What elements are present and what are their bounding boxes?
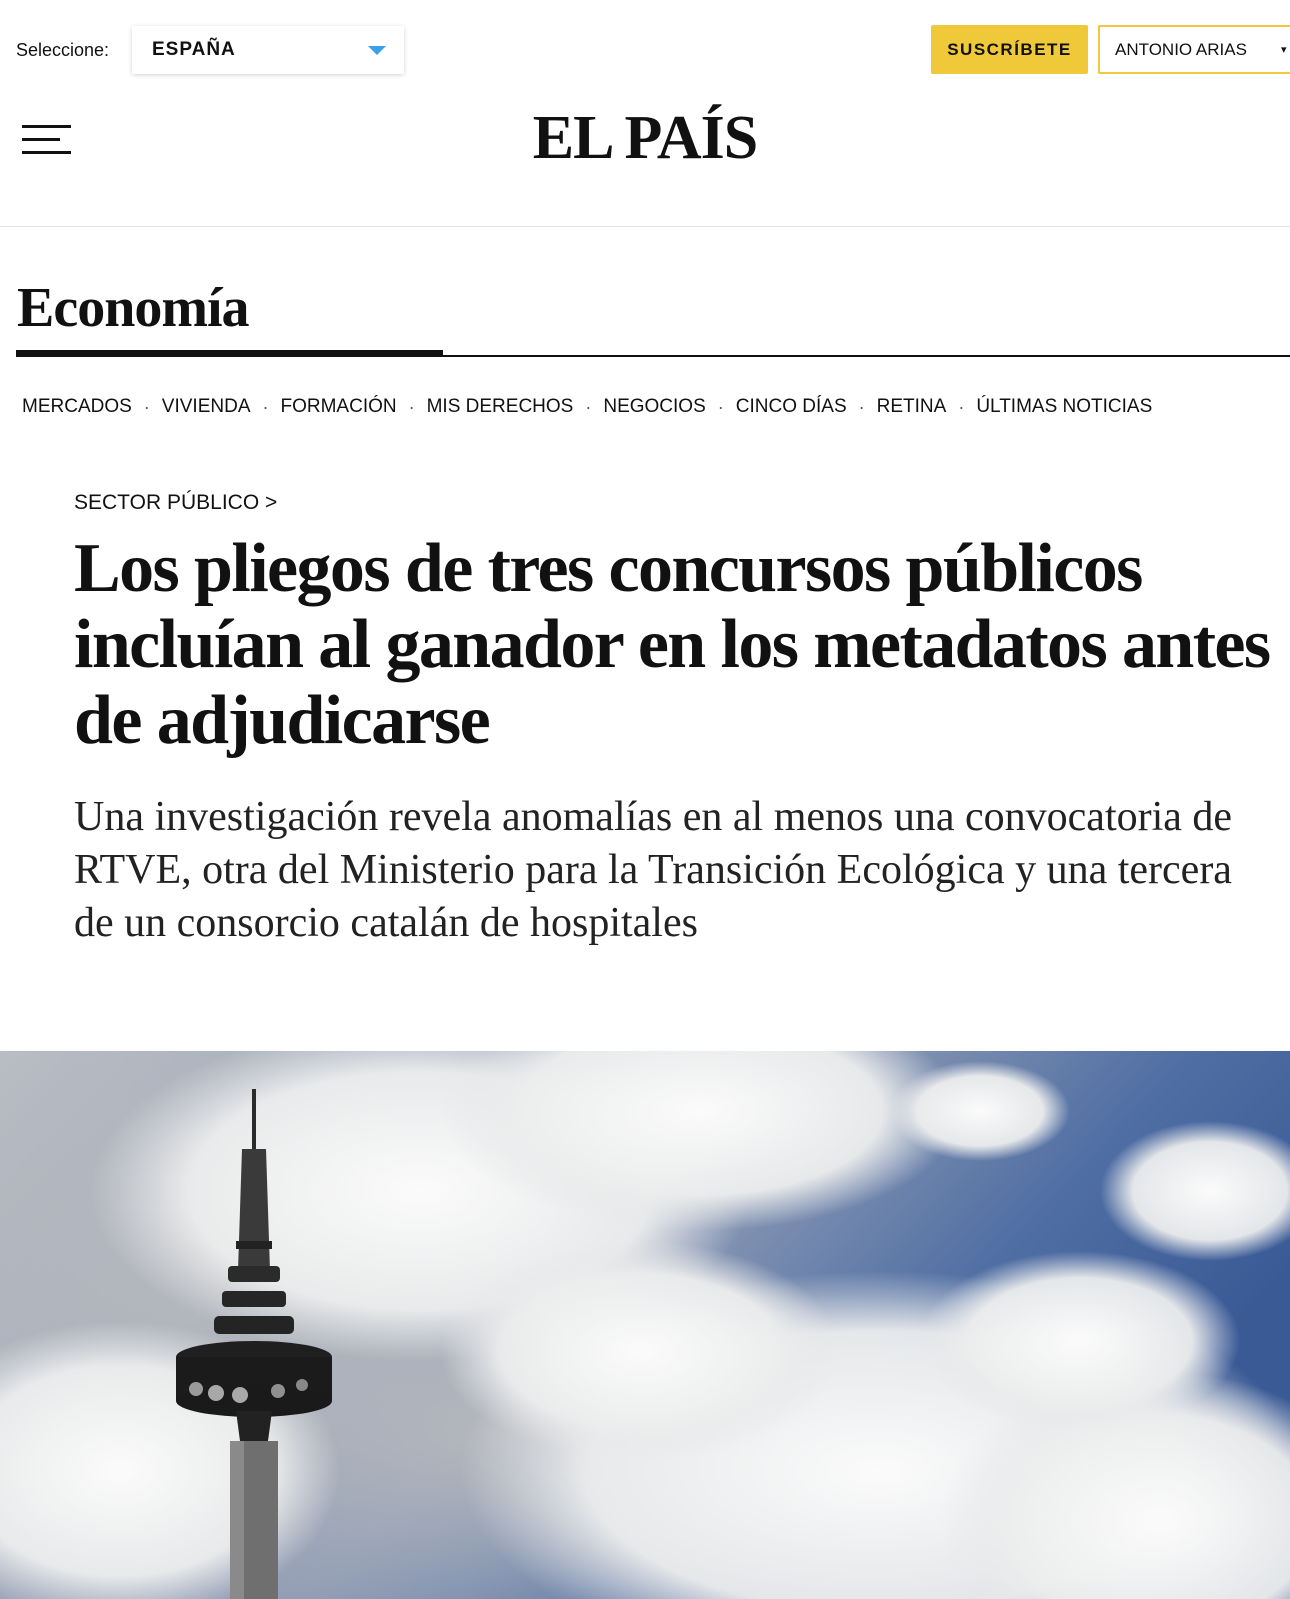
subnav-separator: · [143,396,150,417]
edition-select[interactable] [132,26,404,74]
edition-select-label: Seleccione: [16,40,110,60]
user-menu-caret-icon: ▾ [1281,44,1287,56]
subnav-separator: · [262,396,269,417]
user-name: ANTONIO ARIAS [1115,40,1247,59]
subnav-separator: · [585,396,592,417]
article-kicker[interactable]: SECTOR PÚBLICO > [74,491,278,514]
chevron-down-icon [368,46,386,55]
subnav-item-mercados[interactable]: MERCADOS [22,396,132,417]
section-subnav [22,396,1152,418]
article-standfirst: Una investigación revela anomalías en al menos una convocatoria de RTVE, otra del Ministerio para la Transición Ecológica y una tercera de un consorcio catalán de hospitales [74,794,1233,946]
top-bar [0,0,1290,100]
subnav-item-mis-derechos[interactable]: MIS DERECHOS [426,396,574,417]
subnav-separator: · [408,396,415,417]
subscribe-button[interactable]: SUSCRÍBETE [931,25,1088,74]
site-logo[interactable]: EL PAÍS [532,104,758,172]
tower-photo [0,1051,1290,1599]
subnav-item-ultimas-noticias[interactable]: ÚLTIMAS NOTICIAS [976,396,1153,417]
masthead-divider [0,226,1290,227]
user-menu[interactable] [1098,25,1290,74]
section-title[interactable]: Economía [17,277,249,339]
subnav-item-retina[interactable]: RETINA [876,396,947,417]
section-divider-accent [16,350,443,357]
subnav-item-formacion[interactable]: FORMACIÓN [280,396,397,417]
article-headline: Los pliegos de tres concursos públicos incluían al ganador en los metadatos antes de adjudicarse [74,530,1270,759]
edition-select-value: ESPAÑA [152,39,236,60]
subnav-item-cinco-dias[interactable]: CINCO DÍAS [735,396,847,417]
subnav-separator: · [858,396,865,417]
subnav-item-vivienda[interactable]: VIVIENDA [161,396,251,417]
subnav-separator: · [958,396,965,417]
lead-photo [0,1051,1290,1599]
subnav-item-negocios[interactable]: NEGOCIOS [603,396,706,417]
subnav-separator: · [717,396,724,417]
